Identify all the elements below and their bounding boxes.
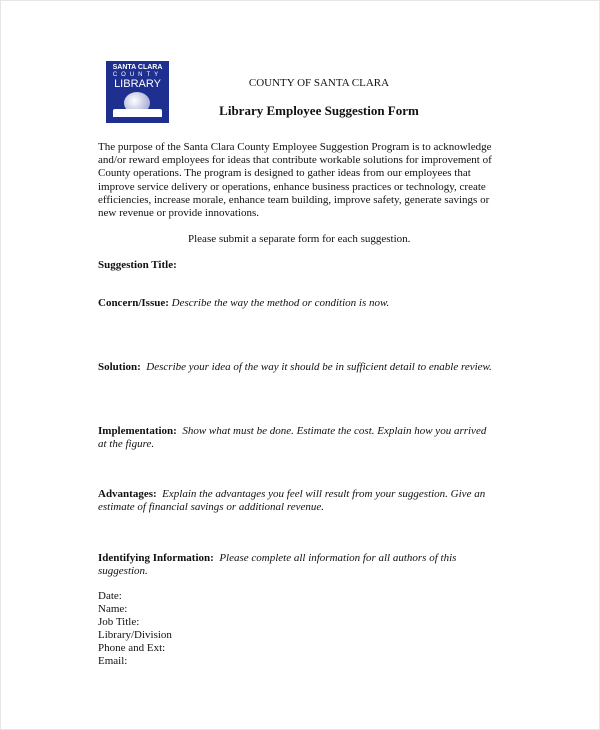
solution-instructions: Describe your idea of the way it should be in sufficient detail to enable review.	[146, 361, 492, 373]
implementation-section	[98, 425, 486, 438]
identifying-section	[98, 552, 456, 565]
suggestion-title-label: Suggestion Title:	[98, 259, 177, 271]
field-phone: Phone and Ext:	[98, 642, 166, 654]
logo-text: SANTA CLARA	[112, 64, 163, 71]
intro-line: County operations. The program is designed to gather ideas from our employees that	[98, 167, 471, 179]
identifying-instructions: Please complete all information for all authors of this	[219, 552, 457, 564]
form-title: Library Employee Suggestion Form	[219, 103, 419, 118]
solution-label: Solution:	[98, 361, 141, 373]
implementation-label: Implementation:	[98, 425, 177, 437]
field-date: Date:	[98, 590, 122, 602]
intro-line: and/or reward employees for ideas that contribute workable solutions for improvement of	[98, 154, 492, 166]
implementation-instructions-cont: at the figure.	[98, 438, 155, 450]
intro-line: improve service delivery or operations, enhance business practices or technology, create	[98, 181, 486, 193]
book-icon	[113, 109, 162, 117]
advantages-section	[98, 488, 485, 501]
advantages-instructions-cont: estimate of financial savings or additional revenue.	[98, 501, 324, 513]
submission-note: Please submit a separate form for each suggestion.	[188, 233, 411, 245]
intro-line: The purpose of the Santa Clara County Employee Suggestion Program is to acknowledge	[98, 141, 492, 153]
identifying-label: Identifying Information:	[98, 552, 214, 564]
identifying-instructions-cont: suggestion.	[98, 565, 148, 577]
field-email: Email:	[98, 655, 128, 667]
advantages-instructions: Explain the advantages you feel will result from your suggestion. Give an	[162, 488, 486, 500]
concern-section	[98, 297, 389, 310]
solution-section	[98, 361, 492, 374]
logo-text: LIBRARY	[114, 78, 161, 90]
intro-line: efficiencies, increase morale, enhance team building, improve safety, generate savings or	[98, 194, 490, 206]
library-logo	[106, 61, 169, 123]
advantages-label: Advantages:	[98, 488, 157, 500]
implementation-instructions: Show what must be done. Estimate the cost. Explain how you arrived	[182, 425, 487, 437]
field-job-title: Job Title:	[98, 616, 140, 628]
concern-instructions: Describe the way the method or condition is now.	[171, 297, 390, 309]
field-name: Name:	[98, 603, 128, 615]
concern-label: Concern/Issue:	[98, 297, 169, 309]
org-name: COUNTY OF SANTA CLARA	[248, 77, 390, 89]
intro-line: new revenue or provide innovations.	[98, 207, 259, 219]
field-library-division: Library/Division	[98, 629, 172, 641]
logo-text: COUNTY	[112, 72, 163, 78]
